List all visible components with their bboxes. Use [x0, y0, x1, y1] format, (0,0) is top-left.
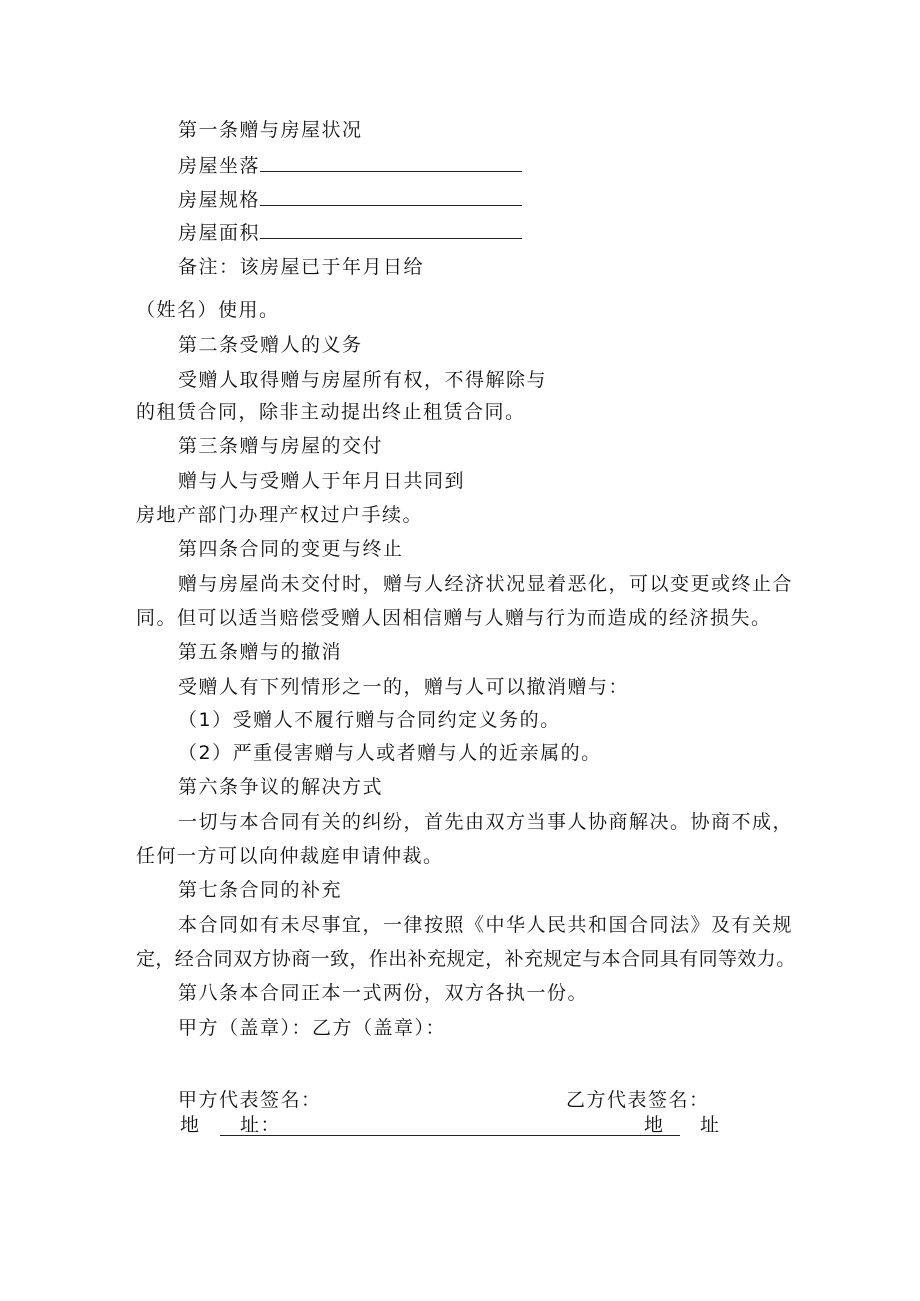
article8-title: 第八条本合同正本一式两份，双方各执一份。	[178, 982, 589, 1004]
party-b-rep-signature: 乙方代表签名：	[566, 1089, 710, 1111]
house-area-blank[interactable]	[260, 220, 522, 239]
address-a-char2: 址：	[240, 1114, 282, 1136]
article5-title: 第五条赠与的撤消	[178, 641, 343, 663]
article6-line1: 一切与本合同有关的纠纷，首先由双方当事人协商解决。协商不成，	[178, 811, 794, 833]
article4-line1: 赠与房屋尚未交付时，赠与人经济状况显着恶化，可以变更或终止合	[178, 573, 794, 595]
address-a-char1: 地	[180, 1114, 201, 1136]
address-b-char1: 地	[644, 1114, 665, 1136]
address-underline[interactable]	[220, 1113, 680, 1136]
article7-line2: 定，经合同双方协商一致，作出补充规定，补充规定与本合同具有同等效力。	[136, 948, 796, 970]
article2-title: 第二条受赠人的义务	[178, 334, 363, 356]
house-spec-blank[interactable]	[260, 187, 522, 206]
article7-line1: 本合同如有未尽事宜，一律按照《中华人民共和国合同法》及有关规	[178, 914, 794, 936]
article3-line1: 赠与人与受赠人于年月日共同到	[178, 470, 466, 492]
article2-line1: 受赠人取得赠与房屋所有权，不得解除与	[178, 369, 548, 391]
article4-title: 第四条合同的变更与终止	[178, 538, 404, 560]
article3-line2: 房地产部门办理产权过户手续。	[136, 504, 424, 526]
article5-line1: 受赠人有下列情形之一的，赠与人可以撤消赠与：	[178, 676, 630, 698]
article5-item2: （2）严重侵害赠与人或者赠与人的近亲属的。	[178, 742, 602, 764]
article1-title: 第一条赠与房屋状况	[178, 119, 363, 141]
house-location-label: 房屋坐落	[178, 155, 261, 177]
house-area-label: 房屋面积	[178, 222, 261, 244]
article1-note-line2: （姓名）使用。	[136, 299, 280, 321]
article6-title: 第六条争议的解决方式	[178, 776, 384, 798]
party-a-rep-signature: 甲方代表签名：	[178, 1089, 322, 1111]
address-b-char2: 址	[700, 1114, 721, 1136]
article7-title: 第七条合同的补充	[178, 879, 343, 901]
article4-line2: 同。但可以适当赔偿受赠人因相信赠与人赠与行为而造成的经济损失。	[136, 607, 772, 629]
article3-title: 第三条赠与房屋的交付	[178, 435, 384, 457]
article5-item1: （1）受赠人不履行赠与合同约定义务的。	[178, 709, 561, 731]
house-location-row	[178, 153, 522, 178]
article1-note-line1: 备注：该房屋已于年月日给	[178, 256, 425, 278]
house-spec-row	[178, 187, 522, 212]
seal-line: 甲方（盖章）：乙方（盖章）：	[178, 1017, 447, 1039]
article6-line2: 任何一方可以向仲裁庭申请仲裁。	[136, 845, 444, 867]
house-spec-label: 房屋规格	[178, 189, 261, 211]
article2-line2: 的租赁合同，除非主动提出终止租赁合同。	[136, 401, 526, 423]
house-area-row	[178, 220, 522, 245]
house-location-blank[interactable]	[260, 153, 522, 172]
